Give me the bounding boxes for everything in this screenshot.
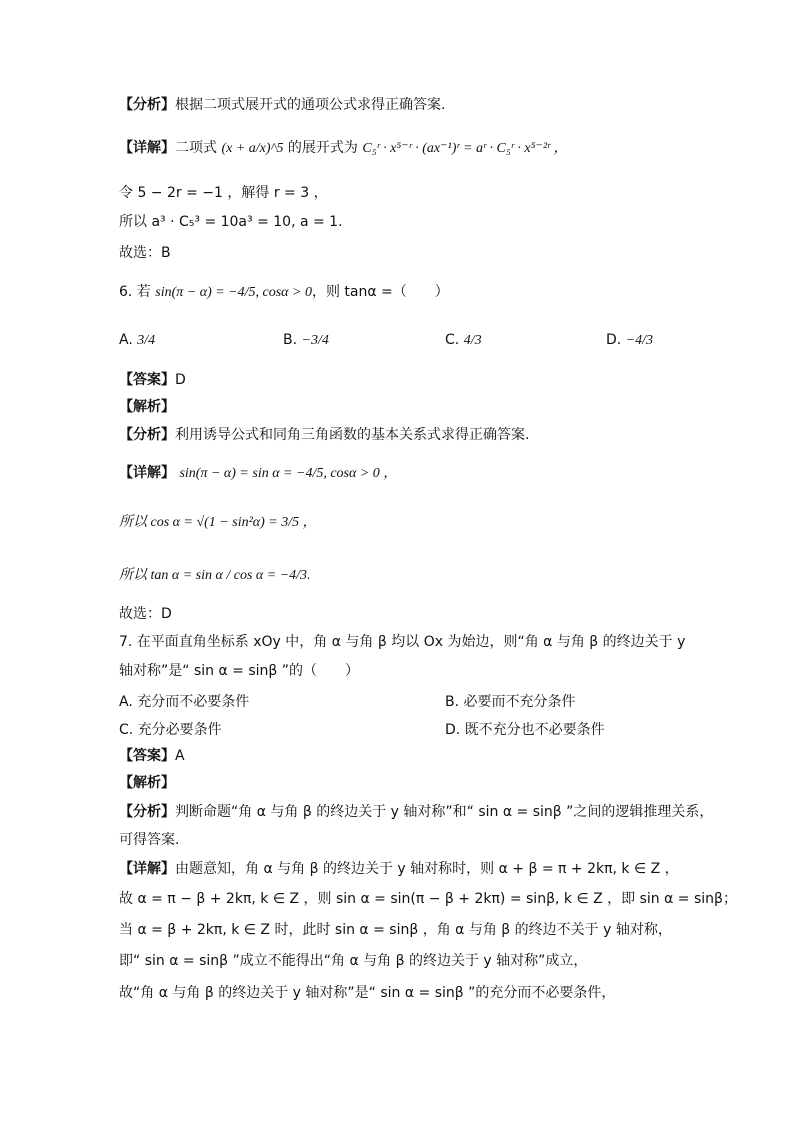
option-value: 3/4 xyxy=(137,333,156,348)
choose-text: 故选：B xyxy=(119,245,171,261)
option-label: A. xyxy=(119,694,133,710)
q6-choose xyxy=(119,604,172,624)
analysis-text: 判断命题“角 α 与角 β 的终边关于 y 轴对称”和“ sin α = sinβ ”之间的逻辑推理关系， xyxy=(175,804,714,820)
detail-tag: 【详解】 xyxy=(119,861,175,877)
analysis-text: 可得答案. xyxy=(119,832,180,848)
option-text: 必要而不充分条件 xyxy=(463,694,576,710)
q5-choose xyxy=(119,243,171,263)
q5-let-line xyxy=(119,183,328,203)
q6-answer xyxy=(119,370,186,390)
q6-analysis xyxy=(119,425,529,445)
detail-tag: 【详解】 xyxy=(119,140,175,156)
so-line-text: 所以 a³ · C₅³ = 10a³ = 10, a = 1. xyxy=(119,214,343,230)
analysis-text: 根据二项式展开式的通项公式求得正确答案. xyxy=(175,97,446,113)
q6-stem-expr: sin(π − α) = −4/5, cosα > 0 xyxy=(155,285,312,300)
q7-jiexi xyxy=(119,773,175,793)
q6-tan-line xyxy=(119,565,311,586)
q7-detail-line1 xyxy=(119,859,679,879)
q6-option-a[interactable] xyxy=(119,332,155,349)
q6-option-d[interactable] xyxy=(606,332,653,349)
option-label: B. xyxy=(445,694,460,710)
q6-detail xyxy=(119,463,397,484)
answer-tag: 【答案】 xyxy=(119,372,175,388)
detail-text: 当 α = β + 2kπ, k ∈ Z 时，此时 sin α = sinβ ，角 α 与角 β 的终边不关于 y 轴对称， xyxy=(119,922,672,938)
detail-text: 故“角 α 与角 β 的终边关于 y 轴对称”是“ sin α = sinβ ”的充分而不必要条件， xyxy=(119,985,616,1001)
q7-detail-line4 xyxy=(119,951,587,971)
q7-stem-text: 7. 在平面直角坐标系 xOy 中，角 α 与角 β 均以 Ox 为始边，则“角 α 与角 β 的终边关于 y xyxy=(119,634,686,650)
detail-text: 故 α = π − β + 2kπ, k ∈ Z ，则 sin α = sin(π − β + 2kπ) = sinβ, k ∈ Z ，即 sin α = sinβ； xyxy=(119,891,737,907)
answer-tag: 【答案】 xyxy=(119,748,175,764)
q7-answer xyxy=(119,746,185,766)
q5-analysis xyxy=(119,95,445,115)
option-label: C. xyxy=(119,722,134,738)
analysis-text: 利用诱导公式和同角三角函数的基本关系式求得正确答案. xyxy=(175,427,530,443)
jiexi-tag: 【解析】 xyxy=(119,775,175,791)
option-text: 充分而不必要条件 xyxy=(137,694,250,710)
option-label: A. xyxy=(119,332,133,348)
q6-option-b[interactable] xyxy=(283,332,329,349)
q7-analysis-line2 xyxy=(119,830,179,850)
answer-value: A xyxy=(175,748,185,764)
detail-pre: 二项式 xyxy=(175,140,217,156)
q7-option-d[interactable] xyxy=(445,719,605,739)
option-value: −3/4 xyxy=(301,333,329,348)
q7-detail-line3 xyxy=(119,920,672,940)
binomial-expression: (x + a/x)^5 xyxy=(221,141,284,156)
q7-detail-line5 xyxy=(119,983,615,1003)
q7-stem-line1 xyxy=(119,632,685,652)
detail-mid: 的展开式为 xyxy=(287,140,358,156)
option-label: C. xyxy=(445,332,460,348)
option-label: D. xyxy=(606,332,622,348)
analysis-tag: 【分析】 xyxy=(119,97,175,113)
choose-text: 故选：D xyxy=(119,606,172,622)
analysis-tag: 【分析】 xyxy=(119,427,175,443)
q6-option-c[interactable] xyxy=(445,332,482,349)
option-text: 既不充分也不必要条件 xyxy=(464,722,605,738)
q7-option-a[interactable] xyxy=(119,691,249,711)
jiexi-tag: 【解析】 xyxy=(119,399,175,415)
detail-line: sin(π − α) = sin α = −4/5, cosα > 0 ， xyxy=(179,466,398,481)
answer-value: D xyxy=(175,372,186,388)
q6-stem xyxy=(119,282,449,303)
let-line-text: 令 5 − 2r = −1 ，解得 r = 3 ， xyxy=(119,185,328,201)
q7-analysis-line1 xyxy=(119,802,713,822)
q5-so-line xyxy=(119,212,343,232)
option-label: B. xyxy=(283,332,298,348)
q6-jiexi xyxy=(119,397,175,417)
q6-cos-line xyxy=(119,512,317,533)
cos-line: 所以 cos α = √(1 − sin²α) = 3/5 ， xyxy=(119,515,317,530)
detail-text: 由题意知，角 α 与角 β 的终边关于 y 轴对称时，则 α + β = π + 2kπ, k ∈ Z ， xyxy=(175,861,679,877)
option-value: 4/3 xyxy=(463,333,482,348)
detail-tag: 【详解】 xyxy=(119,465,175,481)
option-text: 充分必要条件 xyxy=(137,722,222,738)
q6-stem-prefix: 6. 若 xyxy=(119,284,151,300)
option-label: D. xyxy=(445,722,461,738)
expansion-formula: C₅ʳ · x⁵⁻ʳ · (ax⁻¹)ʳ = aʳ · C₅ʳ · x⁵⁻²ʳ ， xyxy=(362,141,568,156)
q7-option-b[interactable] xyxy=(445,691,576,711)
q7-stem-line2 xyxy=(119,661,359,681)
option-value: −4/3 xyxy=(625,333,654,348)
q7-stem-text: 轴对称”是“ sin α = sinβ ”的（ ） xyxy=(119,663,360,679)
q7-option-c[interactable] xyxy=(119,719,222,739)
q7-detail-line2 xyxy=(119,889,737,909)
detail-text: 即“ sin α = sinβ ”成立不能得出“角 α 与角 β 的终边关于 y 轴对称”成立， xyxy=(119,953,588,969)
analysis-tag: 【分析】 xyxy=(119,804,175,820)
q5-detail xyxy=(119,138,568,159)
tan-line: 所以 tan α = sin α / cos α = −4/3. xyxy=(119,568,311,583)
q6-stem-suffix: ，则 tanα =（ ） xyxy=(311,284,449,300)
